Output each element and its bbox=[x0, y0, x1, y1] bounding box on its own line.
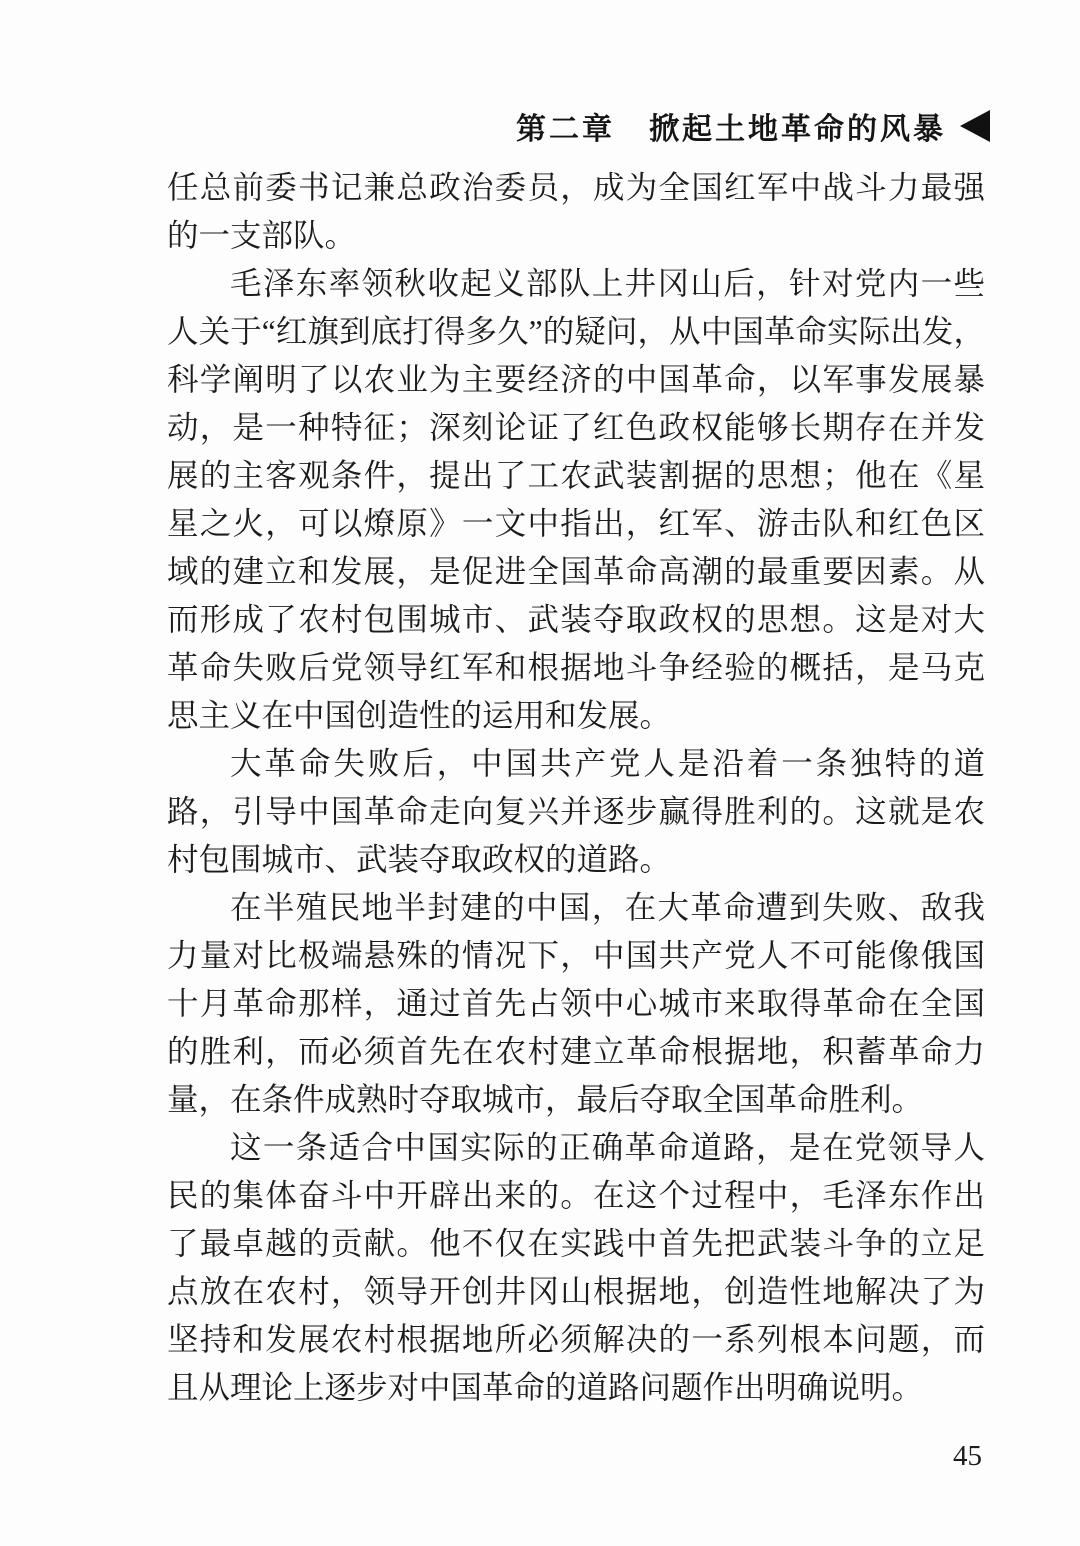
chapter-number-label: 第二章 bbox=[516, 113, 615, 146]
paragraph-continuation: 任总前委书记兼总政治委员，成为全国红军中战斗力最强的一支部队。 bbox=[167, 170, 985, 253]
body-text-column bbox=[167, 164, 985, 1412]
page-number: 45 bbox=[953, 1440, 982, 1472]
chapter-title-label: 掀起土地革命的风暴 bbox=[649, 113, 946, 146]
paragraph: 这一条适合中国实际的正确革命道路，是在党领导人民的集体奋斗中开辟出来的。在这个过程中，毛泽东作出了最卓越的贡献。他不仅在实践中首先把武装斗争的立足点放在农村，领导开创井冈山根据地，创造性地解决了为坚持和发展农村根据地所必须解决的一系列根本问题，而且从理论上逐步对中国革命的道路问题作出明确说明。 bbox=[167, 1130, 985, 1405]
paragraph: 在半殖民地半封建的中国，在大革命遭到失败、敌我力量对比极端悬殊的情况下，中国共产党人不可能像俄国十月革命那样，通过首先占领中心城市来取得革命在全国的胜利，而必须首先在农村建立革命根据地，积蓄革命力量，在条件成熟时夺取城市，最后夺取全国革命胜利。 bbox=[167, 890, 985, 1117]
running-head bbox=[516, 104, 990, 148]
left-triangle-icon bbox=[960, 110, 990, 142]
paragraph: 大革命失败后，中国共产党人是沿着一条独特的道路，引导中国革命走向复兴并逐步赢得胜利的。这就是农村包围城市、武装夺取政权的道路。 bbox=[167, 746, 985, 877]
paragraph: 毛泽东率领秋收起义部队上井冈山后，针对党内一些人关于“红旗到底打得多久”的疑问，从中国革命实际出发，科学阐明了以农业为主要经济的中国革命，以军事发展暴动，是一种特征；深刻论证了红色政权能够长期存在并发展的主客观条件，提出了工农武装割据的思想；他在《星星之火，可以燎原》一文中指出，红军、游击队和红色区域的建立和发展，是促进全国革命高潮的最重要因素。从而形成了农村包围城市、武装夺取政权的思想。这是对大革命失败后党领导红军和根据地斗争经验的概括，是马克思主义在中国创造性的运用和发展。 bbox=[167, 266, 985, 733]
